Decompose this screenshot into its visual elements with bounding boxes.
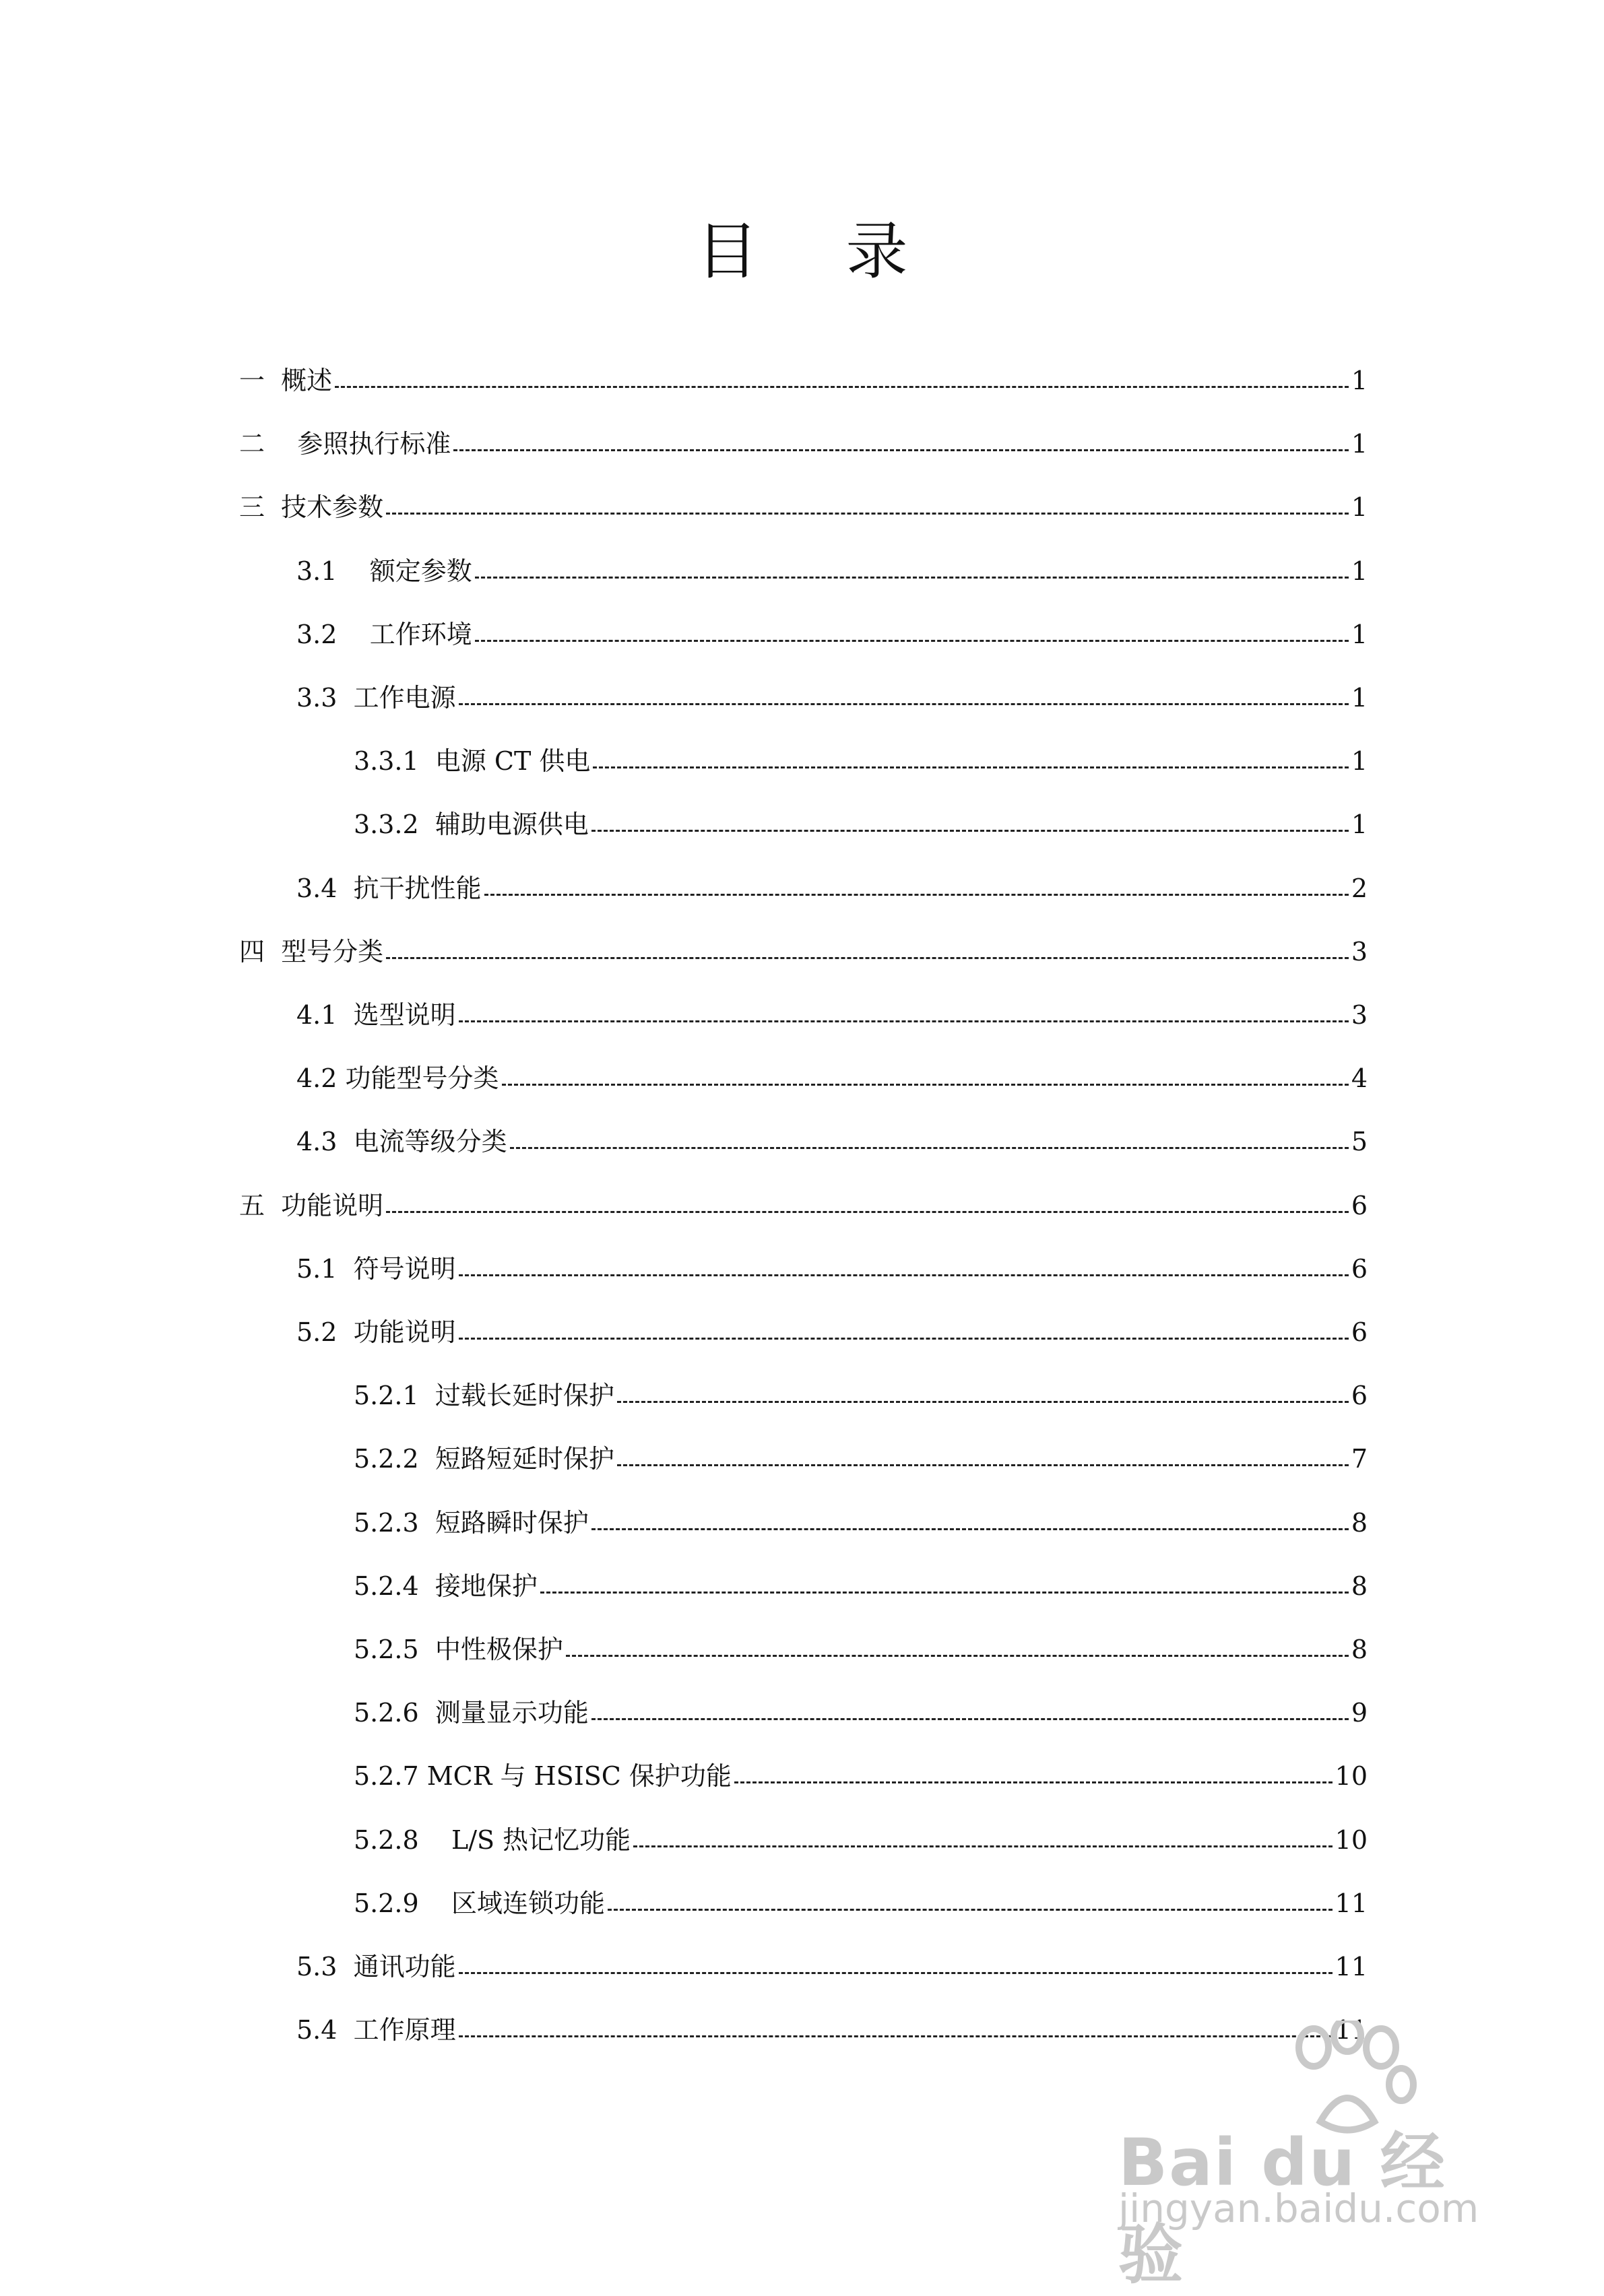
toc-page: 1 [1351,746,1368,776]
leader-dots [386,957,1349,959]
toc-label: 5.2.5 中性极保护 [354,1635,563,1664]
leader-dots [475,640,1349,642]
leader-dots [335,386,1349,388]
toc-label: 4.3 电流等级分类 [296,1127,507,1156]
toc-label: 5.2.7 MCR 与 HSISC 保护功能 [354,1761,732,1791]
toc-page: 1 [1351,620,1368,649]
leader-dots [459,1972,1333,1974]
toc-row[interactable] [296,1302,1368,1345]
toc-page: 1 [1351,810,1368,839]
toc-page: 1 [1351,429,1368,459]
toc-row[interactable] [296,858,1368,901]
toc-label: 3.3.2 辅助电源供电 [354,810,589,839]
leader-dots [459,1274,1349,1276]
toc-label: 四 型号分类 [239,937,384,966]
leader-dots [386,1211,1349,1213]
toc-page: 11 [1335,1889,1368,1918]
leader-dots [617,1401,1349,1403]
leader-dots [591,1528,1349,1530]
toc-label: 4.2 功能型号分类 [296,1063,499,1093]
toc-label: 5.2.1 过载长延时保护 [354,1381,614,1410]
toc-label: 5.2.2 短路短延时保护 [354,1444,614,1474]
toc-row[interactable] [296,1936,1368,1979]
toc-page: 4 [1351,1063,1368,1093]
toc-row[interactable] [239,350,1368,393]
leader-dots [510,1147,1349,1149]
toc-page: 11 [1335,1952,1368,1981]
leader-dots [540,1592,1349,1594]
toc-page: 6 [1351,1191,1368,1220]
leader-dots [591,1718,1349,1720]
toc-page: 8 [1351,1635,1368,1664]
toc-row[interactable] [354,1619,1368,1662]
toc-row[interactable] [239,414,1368,457]
toc-row[interactable] [354,1556,1368,1599]
toc-row[interactable] [296,541,1368,584]
toc-label: 3.2 工作环境 [296,620,472,649]
leader-dots [459,703,1349,705]
leader-dots [386,513,1349,515]
toc-label: 4.1 选型说明 [296,1000,456,1030]
toc-label: 五 功能说明 [239,1191,384,1220]
toc-label: 3.1 额定参数 [296,556,472,586]
toc-page: 7 [1351,1444,1368,1474]
toc-page: 3 [1351,937,1368,966]
leader-dots [502,1084,1349,1086]
toc-label: 3.4 抗干扰性能 [296,874,482,903]
toc-label: 3.3 工作电源 [296,683,456,713]
leader-dots [608,1909,1333,1911]
toc-label: 5.2.6 测量显示功能 [354,1698,589,1728]
toc-page: 3 [1351,1000,1368,1030]
toc-row[interactable] [354,794,1368,837]
leader-dots [593,766,1348,768]
toc-label: 5.2.9 区域连锁功能 [354,1889,606,1918]
toc-label: 5.4 工作原理 [296,2015,456,2045]
toc-label: 二 参照执行标准 [239,429,451,459]
toc-label: 5.2 功能说明 [296,1317,456,1347]
toc-label: 3.3.1 电源 CT 供电 [354,746,591,776]
toc-row[interactable] [354,731,1368,774]
toc-label: 5.1 符号说明 [296,1254,456,1284]
toc-row[interactable] [354,1365,1368,1408]
toc-page: 10 [1335,1825,1368,1855]
toc-row[interactable] [354,1746,1368,1789]
toc-row[interactable] [296,1239,1368,1282]
toc-page: 11 [1335,2015,1368,2045]
toc-row[interactable] [239,477,1368,520]
leader-dots [484,894,1349,896]
leader-dots [475,577,1349,579]
toc-row[interactable] [296,1111,1368,1154]
toc-row[interactable] [354,1810,1368,1853]
toc-label: 5.2.3 短路瞬时保护 [354,1508,589,1538]
toc-row[interactable] [296,604,1368,647]
page-title: 目录 [696,216,996,288]
toc-row[interactable] [354,1682,1368,1726]
toc-page: 1 [1351,683,1368,713]
toc-label: 5.3 通讯功能 [296,1952,456,1981]
leader-dots [453,449,1348,451]
toc-label: 5.2.4 接地保护 [354,1571,538,1601]
leader-dots [734,1781,1333,1783]
toc-page: 8 [1351,1571,1368,1601]
toc-page: 1 [1351,492,1368,522]
toc-label: 一 概述 [239,366,333,395]
toc-page: 2 [1351,874,1368,903]
toc-page: 10 [1335,1761,1368,1791]
watermark-url: jingyan.baidu.com [1118,2186,1479,2231]
baidu-watermark [1118,2021,1509,2293]
toc-row[interactable] [354,1429,1368,1472]
toc-row[interactable] [354,1493,1368,1536]
leader-dots [591,830,1349,832]
leader-dots [459,1338,1349,1340]
toc-row[interactable] [296,1048,1368,1091]
toc-page: 1 [1351,556,1368,586]
toc-row[interactable] [239,1175,1368,1218]
toc-page: 5 [1351,1127,1368,1156]
watermark-brand: Bai du 经验 [1118,2125,1446,2293]
toc-row[interactable] [296,667,1368,711]
toc-row[interactable] [239,921,1368,964]
leader-dots [633,1845,1332,1847]
toc-page: 8 [1351,1508,1368,1538]
toc-row[interactable] [296,985,1368,1028]
toc-page: 6 [1351,1317,1368,1347]
toc-label: 5.2.8 L/S 热记忆功能 [354,1825,631,1855]
toc-page: 6 [1351,1254,1368,1284]
leader-dots [566,1655,1349,1657]
leader-dots [459,1020,1349,1022]
toc-label: 三 技术参数 [239,492,384,522]
toc-row[interactable] [354,1873,1368,1916]
toc-page: 6 [1351,1381,1368,1410]
leader-dots [617,1464,1349,1466]
toc-page: 9 [1351,1698,1368,1728]
toc-page: 1 [1351,366,1368,395]
